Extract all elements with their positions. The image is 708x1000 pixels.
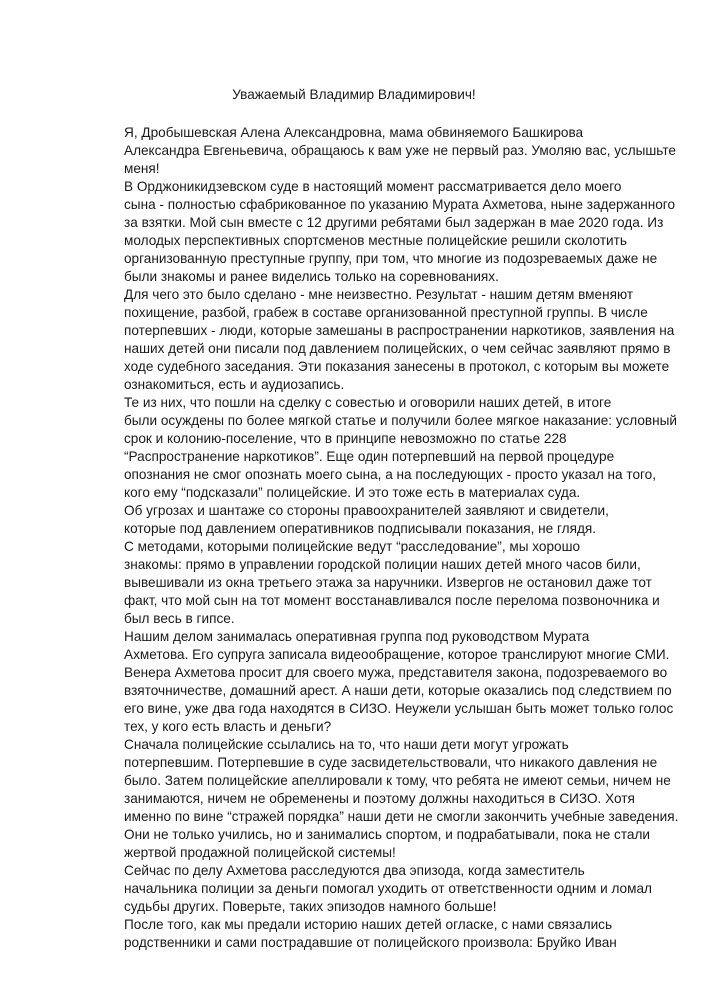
paragraph-1 [86, 124, 676, 178]
paragraph-8 [86, 736, 679, 862]
text-line: С методами, которыми полицейские ведут “расследование”, мы хорошо [124, 539, 581, 554]
text-line: кого ему “подсказали” полицейские. И это тоже есть в материалах суда. [124, 485, 581, 500]
text-line: ознакомиться, есть и аудиозапись. [124, 377, 345, 392]
text-line: судьбы других. Поверьте, таких эпизодов намного больше! [124, 899, 497, 914]
text-line: знакомы: прямо в управлении городской полиции наших детей много часов били, [124, 557, 641, 572]
text-line: Они не только учились, но и занимались спортом, и подрабатывали, пока не стали [124, 827, 651, 842]
text-line: Я, Дробышевская Алена Александровна, мама обвиняемого Башкирова [124, 125, 584, 140]
text-line: В Орджоникидзевском суде в настоящий момент рассматривается дело моего [124, 179, 622, 194]
text-line: именно по вине “стражей порядка” наши дети не смогли закончить учебные заведения. [124, 809, 679, 824]
text-line: сына - полностью сфабрикованное по указанию Мурата Ахметова, ныне задержанного [124, 197, 676, 212]
text-line: потерпевшим. Потерпевшие в суде засвидетельствовали, что никакого давления не [124, 755, 658, 770]
letter-body [86, 124, 679, 952]
text-line: родственники и сами пострадавшие от полицейского произвола: Бруйко Иван [124, 935, 617, 950]
paragraph-5 [86, 502, 614, 538]
paragraph-3 [86, 286, 675, 394]
text-line: меня! [124, 161, 160, 176]
text-line: “Распространение наркотиков”. Еще один потерпевший на первой процедуре [124, 449, 615, 464]
text-line: вывешивали из окна третьего этажа за наручники. Извергов не остановил даже тот [124, 575, 652, 590]
paragraph-4 [86, 394, 677, 502]
text-line: опознания не смог опознать моего сына, а на последующих - просто указал на того, [124, 467, 657, 482]
text-line: Сначала полицейские ссылались на то, что наши дети могут угрожать [124, 737, 569, 752]
paragraph-7 [86, 628, 674, 736]
text-line: за взятки. Мой сын вместе с 12 другими ребятами был задержан в мае 2020 года. Из [124, 215, 664, 230]
text-line: были осуждены по более мягкой статье и получили более мягкое наказание: условный [124, 413, 677, 428]
text-line: Те из них, что пошли на сделку с совестью и оговорили наших детей, в итоге [124, 395, 612, 410]
text-line: После того, как мы предали историю наших детей огласке, с нами связались [124, 917, 613, 932]
text-line: срок и колонию-поселение, что в принципе невозможно по статье 228 [124, 431, 567, 446]
text-line: взяточничестве, домашний арест. А наши дети, которые оказались под следствием по [124, 683, 672, 698]
paragraph-10 [86, 916, 617, 952]
text-line: Ахметова. Его супруга записала видеообращение, которое транслируют многие СМИ. [124, 647, 670, 662]
text-line: занимаются, ничем не обременены и поэтому должны находиться в СИЗО. Хотя [124, 791, 635, 806]
text-line: организованную преступные группу, при том, что многие из подозреваемых даже не [124, 251, 658, 266]
text-line: Александра Евгеньевича, обращаюсь к вам уже не первый раз. Умоляю вас, услышьте [124, 143, 676, 158]
text-line: был весь в гипсе. [124, 611, 235, 626]
text-line: молодых перспективных спортсменов местные полицейские решили сколотить [124, 233, 627, 248]
paragraph-2 [86, 178, 676, 286]
text-line: факт, что мой сын на тот момент восстанавливался после перелома позвоночника и [124, 593, 660, 608]
text-line: были знакомы и ранее виделись только на соревнованиях. [124, 269, 499, 284]
text-line: было. Затем полицейские апеллировали к тому, что ребята не имеют семьи, ничем не [124, 773, 671, 788]
text-line: тех, у кого есть власть и деньги? [124, 719, 332, 734]
text-line: Венера Ахметова просит для своего мужа, представителя закона, подозреваемого во [124, 665, 668, 680]
text-line: похищение, разбой, грабеж в составе организованной преступной группы. В числе [124, 305, 648, 320]
paragraph-9 [86, 862, 652, 916]
text-line: потерпевших - люди, которые замешаны в распространении наркотиков, заявления на [124, 323, 675, 338]
text-line: начальника полиции за деньги помогал уходить от ответственности одним и ломал [124, 881, 652, 896]
text-line: жертвой продажной полицейской системы! [124, 845, 396, 860]
text-line: его вине, уже два года находятся в СИЗО. Неужели услышан быть может только голос [124, 701, 674, 716]
text-line: наших детей они писали под давлением полицейских, о чем сейчас заявляют прямо в [124, 341, 671, 356]
paragraph-6 [86, 538, 660, 628]
text-line: Об угрозах и шантаже со стороны правоохранителей заявляют и свидетели, [124, 503, 609, 518]
text-line: ходе судебного заседания. Эти показания занесены в протокол, с которым вы можете [124, 359, 670, 374]
text-line: Нашим делом занималась оперативная группа под руководством Мурата [124, 629, 590, 644]
text-line: Для чего это было сделано - мне неизвестно. Результат - нашим детям вменяют [124, 287, 634, 302]
text-line: которые под давлением оперативников подписывали показания, не глядя. [124, 521, 597, 536]
letter-salutation: Уважаемый Владимир Владимирович! [232, 87, 476, 102]
text-line: Сейчас по делу Ахметова расследуются два эпизода, когда заместитель [124, 863, 585, 878]
